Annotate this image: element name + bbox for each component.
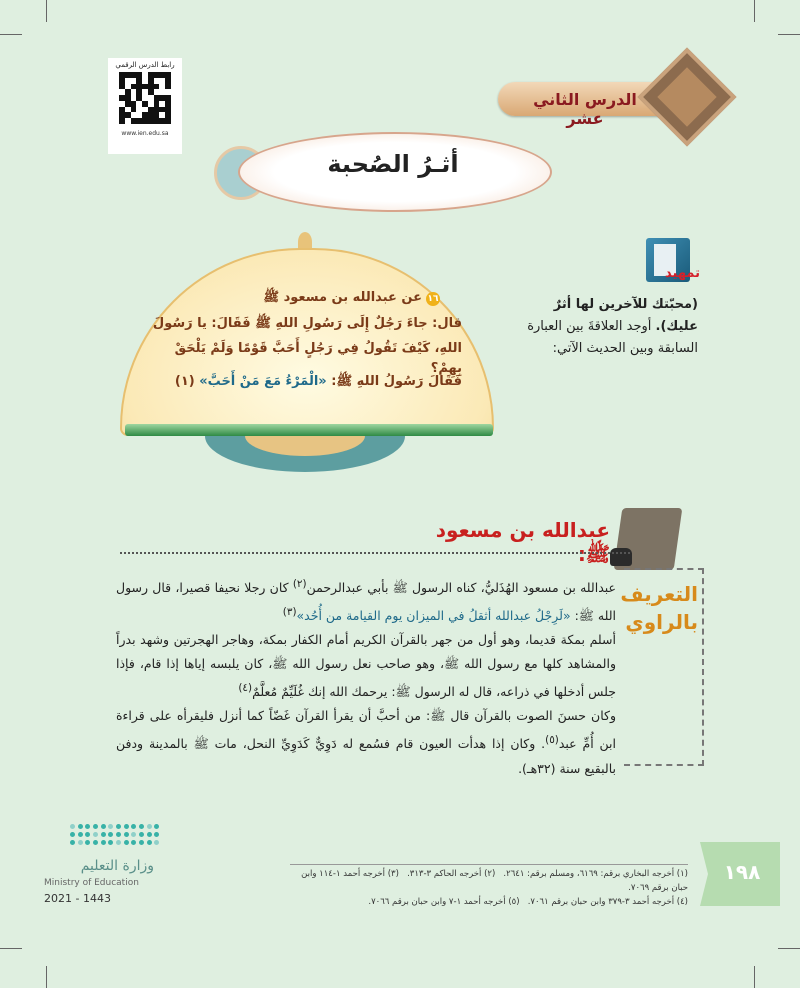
logo-dot: [154, 824, 159, 829]
narrator-biography: [116, 572, 616, 781]
logo-dot: [78, 832, 83, 837]
crop-mark: [754, 0, 755, 22]
logo-dot: [93, 832, 98, 837]
logo-dot: [147, 832, 152, 837]
crop-mark: [0, 34, 22, 35]
hadith-narrator-text: عن عبدالله بن مسعود ﷺ: [263, 290, 422, 305]
footnote-ref[interactable]: (٣): [282, 606, 297, 619]
hadith-line: قال: جاءَ رَجُلٌ إِلَى رَسُولِ اللهِ ﷺ فَقَالَ: يا رَسُولَ: [152, 316, 462, 331]
hadith-line: [152, 372, 462, 392]
narrator-side-label: [620, 580, 698, 636]
ministry-logo-icon: [70, 824, 160, 846]
bio-text: أسلم بمكة قديما، وهو أول من جهر بالقرآن الكريم أمام الكفار بمكة، وهاجر الهجرتين وشهد بدراً والمشاهد كلها مع رسول الله ﷺ، وهو صاحب نعل رسول الله ﷺ، كان يلبسه إياها إذا قام، فإذا جلس أدخلها في ذراعه، قال له الرسول ﷺ: يرحمك الله إنك غُلَيِّمٌ مُعلَّمٌ: [116, 632, 616, 700]
logo-dot: [85, 824, 90, 829]
hadith-line-prefix: فَقَالَ رَسُولُ اللهِ ﷺ:: [331, 374, 462, 389]
crop-mark: [778, 948, 800, 949]
qr-title: رابط الدرس الرقمي: [115, 61, 175, 69]
footnote-ref[interactable]: (٥): [545, 734, 559, 747]
bio-text: وكان حسنَ الصوت بالقرآن قال ﷺ: من أحبَّ أن يقرأ القرآن غَضّاً كما أنزل فليقرأه على قراءة ابن أُمِّ عبد: [116, 708, 617, 752]
hadith-line: اللهِ، كَيْفَ تَقُولُ فِي رَجُلٍ أَحَبَّ قَوْمًا وَلَمْ يَلْحَقْ بِهِمْ؟: [174, 341, 462, 376]
qr-url: www.ien.edu.sa: [121, 130, 169, 137]
logo-dot: [154, 840, 159, 845]
logo-dot: [78, 840, 83, 845]
footnote: (٣) أخرجه أحمد ١-١١٤ وابن حبان برقم ٧٠٦٩.: [301, 869, 688, 893]
logo-dot: [70, 840, 75, 845]
logo-dot: [124, 840, 129, 845]
bio-text: . وكان إذا هدأت العيون قام فسُمع له دَوِيٌّ كَدَوِيِّ النحل، مات ﷺ بالمدينة ودفن بالبقيع سنة (٣٢هـ).: [116, 736, 616, 776]
logo-dot: [116, 832, 121, 837]
logo-dot: [108, 824, 113, 829]
side-label-line: بالراوي: [625, 610, 698, 634]
footnote: (٥) أخرجه أحمد ١-٧ وابن حبان برقم ٧٠٦٦.: [368, 897, 520, 907]
hadith-ref: (١): [174, 374, 195, 389]
inkwell-icon: [610, 548, 632, 566]
logo-dot: [116, 824, 121, 829]
footnote-ref[interactable]: (٤): [238, 682, 253, 695]
footnote: (١) أخرجه البخاري برقم: ٦١٦٩، ومسلم برقم: ٢٦٤١.: [503, 869, 688, 879]
logo-dot: [147, 840, 152, 845]
crop-mark: [778, 34, 800, 35]
logo-dot: [147, 824, 152, 829]
crop-mark: [46, 966, 47, 988]
intro-label: تمهيد: [665, 266, 700, 281]
logo-dot: [124, 832, 129, 837]
logo-dot: [93, 824, 98, 829]
logo-dot: [139, 832, 144, 837]
side-label-line: التعريف: [620, 582, 698, 606]
footnote: (٢) أخرجه الحاكم ٣-٣١٣.: [407, 869, 496, 879]
hadith-number-badge: ١٦: [427, 294, 439, 304]
bio-text: كان رجلا نحيفا قصيرا، قال رسول الله ﷺ:: [116, 580, 616, 624]
logo-dot: [131, 824, 136, 829]
logo-dot: [70, 824, 75, 829]
intro-text: [520, 294, 698, 360]
logo-dot: [101, 832, 106, 837]
logo-dot: [124, 824, 129, 829]
bio-paragraph: [116, 628, 616, 704]
bio-text: عبدالله بن مسعود الهُذَليُّ، كناه الرسول ﷺ بأبي عبدالرحمن: [306, 580, 617, 596]
footnote-row: [290, 895, 688, 909]
crop-mark: [754, 966, 755, 988]
page-number: ١٩٨: [723, 860, 761, 884]
footnote-row: [290, 867, 688, 895]
intro-instruction: أوجد العلاقةَ بين العبارة السابقة وبين الحديث الآتي:: [527, 319, 698, 356]
qr-code-box[interactable]: [108, 58, 182, 154]
logo-dot: [70, 832, 75, 837]
bio-paragraph: [116, 572, 616, 628]
logo-dot: [108, 832, 113, 837]
ministry-name-ar: وزارة التعليم: [80, 858, 154, 874]
logo-dot: [139, 840, 144, 845]
intro-statement: (محبّتك للآخرين لها أثرٌ عليك).: [553, 297, 698, 334]
hadith-quote: «الْمَرْءُ مَعَ مَنْ أَحَبَّ»: [199, 374, 327, 389]
logo-dot: [101, 840, 106, 845]
logo-dot: [85, 832, 90, 837]
qr-code-icon: [119, 72, 171, 124]
ministry-name-en: Ministry of Education: [44, 878, 139, 888]
logo-dot: [108, 840, 113, 845]
logo-dot: [116, 840, 121, 845]
logo-dot: [131, 840, 136, 845]
logo-dot: [154, 832, 159, 837]
lesson-title: أثـرُ الصُحبة: [327, 150, 459, 178]
dome-bar: [125, 424, 493, 436]
footnote-ref[interactable]: (٢): [292, 578, 307, 590]
hadith-narrator: [240, 288, 440, 308]
bio-quote: «لَرِجْلُ عبدالله أثقلُ في الميزان يوم القيامة من أُحُد»: [296, 608, 571, 624]
logo-dot: [139, 824, 144, 829]
logo-dot: [85, 840, 90, 845]
logo-dot: [131, 832, 136, 837]
lesson-label: الدرس الثاني عشر: [533, 90, 637, 128]
footnotes: [290, 864, 688, 909]
bio-paragraph: [116, 704, 616, 780]
logo-dot: [101, 824, 106, 829]
footnote: (٤) أخرجه أحمد ٣-٣٧٩ وابن حبان برقم ٧٠٦١.: [527, 897, 688, 907]
qr-module: [165, 118, 171, 124]
crop-mark: [0, 948, 22, 949]
crop-mark: [46, 0, 47, 22]
logo-dot: [93, 840, 98, 845]
logo-dot: [78, 824, 83, 829]
divider: [120, 552, 630, 556]
narrator-heading: عبدالله بن مسعود ﷺ:: [435, 518, 610, 566]
edition-year: 2021 - 1443: [44, 892, 111, 905]
